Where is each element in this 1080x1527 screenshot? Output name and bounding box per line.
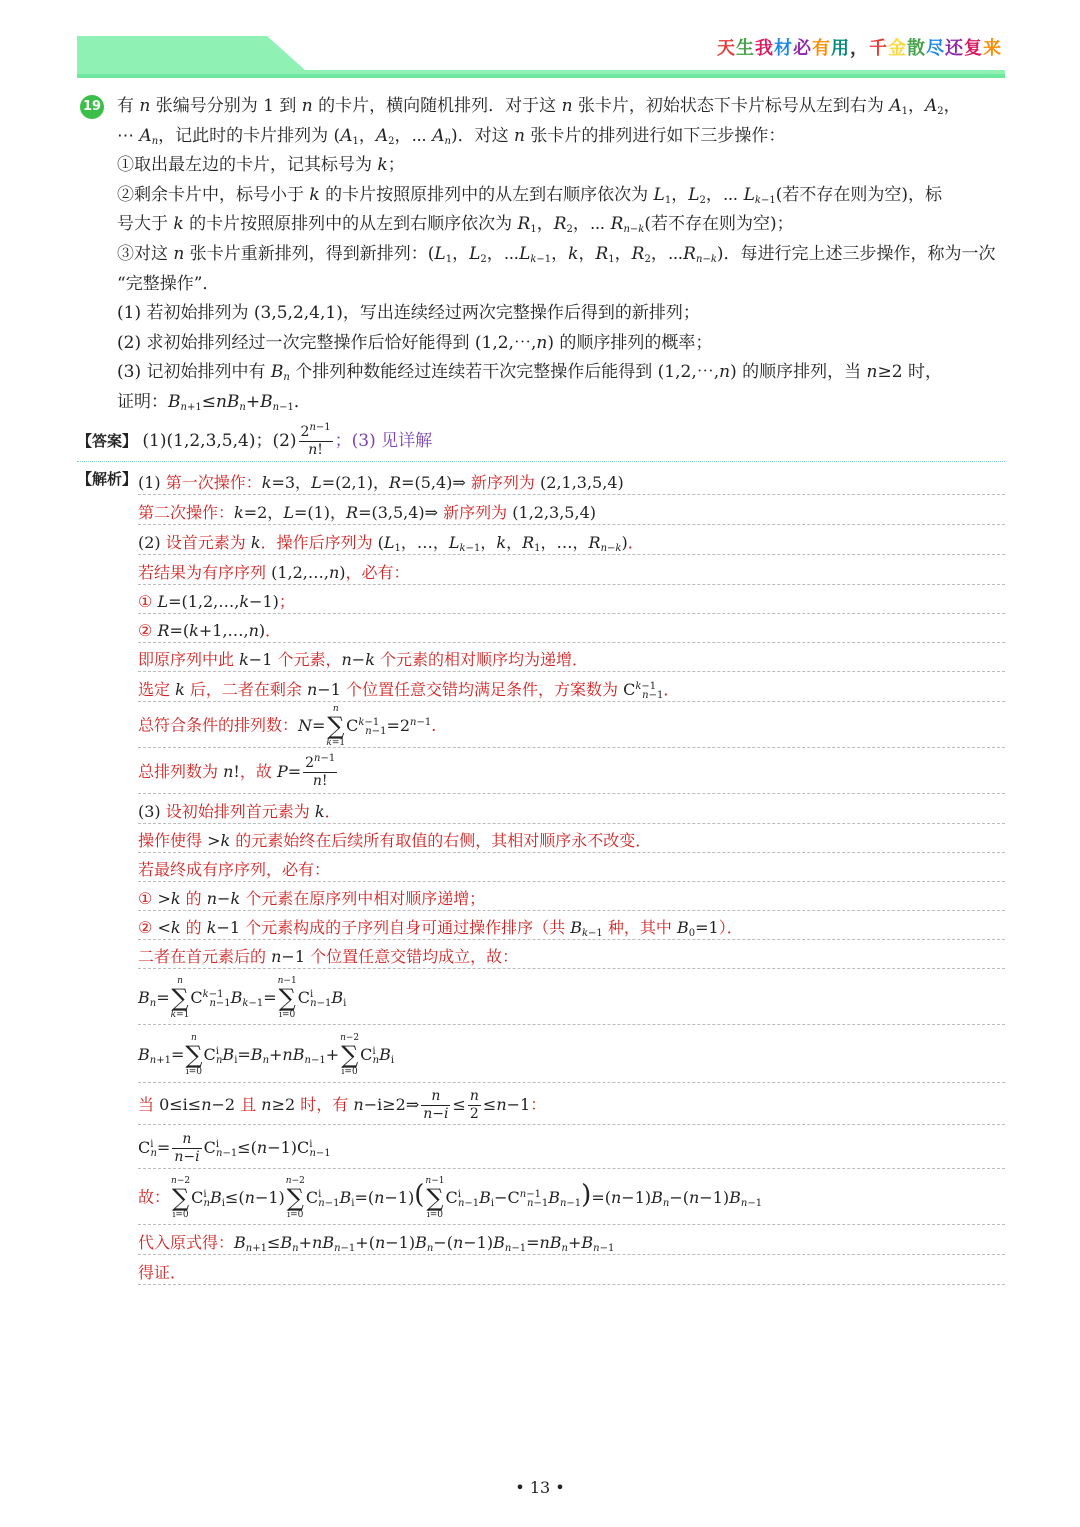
- analysis-line: 代入原式得：$B_{n+1}\le B_n+nB_{n-1}+(n-1)B_n-(n-1)B_{n-1}=nB_n+B_{n-1}$: [138, 1225, 1005, 1255]
- answer-part1: (1)(1,2,3,5,4)；(2): [142, 431, 297, 451]
- motto-char: 还: [945, 38, 964, 59]
- problem-block: [80, 92, 1005, 418]
- analysis-line: 第二次操作：k=2，L=(1)，R=(3,5,4)⇒ 新序列为 (1,2,3,5,4): [138, 495, 1005, 525]
- problem-line: (3) 记初始排列中有 $B_n$ 个排列种数能经过连续若干次完整操作后能得到 (1,2,⋯,n) 的顺序排列，当 n≥2 时，: [117, 362, 942, 384]
- problem-line: 号大于 k 的卡片按照原排列中的从左到右顺序依次为 $R_1$，$R_2$，⋯ $R_{n-k}$(若不存在则为空)；: [117, 214, 794, 236]
- problem-line: ③对这 n 张卡片重新排列，得到新排列：($L_1$，$L_2$，$\cdots L_{k-1}$，k，$R_1$，$R_2$，$\cdots R_{n-k}$)．每进行完上述三步操作，称为一次: [117, 243, 996, 265]
- motto-char: 天: [717, 38, 736, 59]
- problem-line: 证明：$B_{n+1}\le nB_n+B_{n-1}$．: [117, 391, 311, 413]
- motto-char: 我: [755, 38, 774, 59]
- analysis-line: (3) 设初始排列首元素为 k．: [138, 794, 1005, 824]
- analysis-line: 得证．: [138, 1255, 1005, 1285]
- problem-line: ①取出最左边的卡片，记其标号为 k；: [117, 155, 405, 176]
- analysis-line: 若最终成有序序列，必有：: [138, 853, 1005, 882]
- motto-char: 生: [736, 38, 755, 59]
- answer-fraction-denominator: n!: [308, 442, 323, 458]
- analysis-line: 总符合条件的排列数：N= n ∑ k=1 $C^{k-1}_{n-1}=2^{n-1}$．: [138, 702, 1005, 748]
- analysis-line: ① L=(1,2,…,k−1)；: [138, 585, 1005, 614]
- analysis-tag: 【解析】: [77, 470, 138, 488]
- analysis-line: 二者在首元素后的 n−1 个位置任意交错均成立，故：: [138, 940, 1005, 969]
- answer-fraction-numerator: $2^{n-1}$: [300, 422, 331, 440]
- analysis-line: ② R=(k+1,…,n)．: [138, 614, 1005, 643]
- problem-line: 有 n 张编号分别为 1 到 n 的卡片，横向随机排列．对于这 n 张卡片，初始状态下卡片标号从左到右为 $A_1$，$A_2$，: [117, 96, 961, 117]
- analysis-line: 若结果为有序序列 (1,2,…,n)，必有：: [138, 555, 1005, 585]
- motto-char: 散: [907, 38, 926, 59]
- analysis-line: 故： n−2 ∑ i=0 $C^i_nB_i\le(n-1)$ n−2 ∑ i=0 $C^i_{n-1}B_i=(n-1)$( n−1 ∑ i=0 $C^i_{n-1}B_i-C^{n-1}_{n-1}B_{n-1})=(n-1)B_n-(n-1)B_{n-1}$: [138, 1169, 1005, 1225]
- analysis-line: $B_{n+1}=$ n ∑ i=0 $C^i_nB_i=B_n+nB_{n-1}+$ n−2 ∑ i=0 $C^i_nB_i$: [138, 1025, 1005, 1083]
- problem-line: “完整操作”．: [117, 273, 220, 294]
- analysis-line: ① >k 的 n−k 个元素在原序列中相对顺序递增；: [138, 882, 1005, 911]
- analysis-line: $B_n=$ n ∑ k=1 $C^{k-1}_{n-1}B_{k-1}=$ n−1 ∑ i=0 $C^i_{n-1}B_i$: [138, 969, 1005, 1025]
- analysis-line: $C^i_n=$ $\frac{n}{n-i}$ $C^i_{n-1}\le(n-1)C^i_{n-1}$: [138, 1125, 1005, 1169]
- analysis-line: 选定 k 后，二者在剩余 n−1 个位置任意交错均满足条件，方案数为 $C^{k-1}_{n-1}$．: [138, 672, 1005, 702]
- header-motto: [717, 34, 1002, 60]
- answer-part3: ；(3) 见详解: [334, 431, 433, 451]
- analysis-line: (1) 第一次操作：k=3，L=(2,1)，R=(5,4)⇒ 新序列为 (2,1,3,5,4): [138, 465, 1005, 495]
- problem-line: (1) 若初始排列为 (3,5,2,4,1)，写出连续经过两次完整操作后得到的新排列；: [117, 303, 700, 324]
- motto-char: 金: [888, 38, 907, 59]
- analysis-line: 即原序列中此 k−1 个元素，n−k 个元素的相对顺序均为递增．: [138, 643, 1005, 672]
- question-number-badge: 19: [80, 95, 104, 119]
- problem-line: ②剩余卡片中，标号小于 k 的卡片按照原排列中的从左到右顺序依次为 $L_1$，$L_2$，⋯ $L_{k-1}$(若不存在则为空)，标: [117, 184, 942, 206]
- problem-line: ⋯ $A_n$，记此时的卡片排列为 ($A_1$，$A_2$，⋯ $A_n$)．对这 n 张卡片的排列进行如下三步操作：: [117, 125, 786, 147]
- motto-char: 千: [869, 38, 888, 59]
- analysis-body: [138, 465, 1005, 1285]
- motto-char: 有: [812, 38, 831, 59]
- answer-fraction: [299, 424, 333, 459]
- problem-text: [80, 92, 1005, 418]
- problem-line: (2) 求初始排列经过一次完整操作后恰好能得到 (1,2,⋯,n) 的顺序排列的概率；: [117, 332, 713, 353]
- motto-char: 材: [774, 38, 793, 59]
- answer-tag: 【答案】: [77, 432, 138, 450]
- page-number: • 13 •: [515, 1478, 565, 1497]
- motto-char: ，: [850, 38, 869, 59]
- motto-char: 来: [983, 38, 1002, 59]
- motto-char: 用: [831, 38, 850, 59]
- analysis-line: 操作使得 >k 的元素始终在后续所有取值的右侧，其相对顺序永不改变．: [138, 824, 1005, 853]
- analysis-line: 当 0≤i≤n−2 且 n≥2 时，有 n−i≥2⇒ $\frac{n}{n-i}$ ≤ $\frac{n}{2}$ ≤n−1：: [138, 1083, 1005, 1125]
- analysis-line: ② <k 的 k−1 个元素构成的子序列自身可通过操作排序（共 $B_{k-1}$ 种，其中 $B_0=1$）．: [138, 911, 1005, 940]
- motto-char: 尽: [926, 38, 945, 59]
- analysis-line: 总排列数为 n!，故 P= $\frac{2^{n-1}}{n!}$: [138, 748, 1005, 794]
- analysis-line: (2) 设首元素为 k．操作后序列为 ($L_1$，…，$L_{k-1}$，k，$R_1$，…，$R_{n-k}$)．: [138, 525, 1005, 555]
- motto-char: 必: [793, 38, 812, 59]
- motto-char: 复: [964, 38, 983, 59]
- answer-line: [77, 424, 1005, 462]
